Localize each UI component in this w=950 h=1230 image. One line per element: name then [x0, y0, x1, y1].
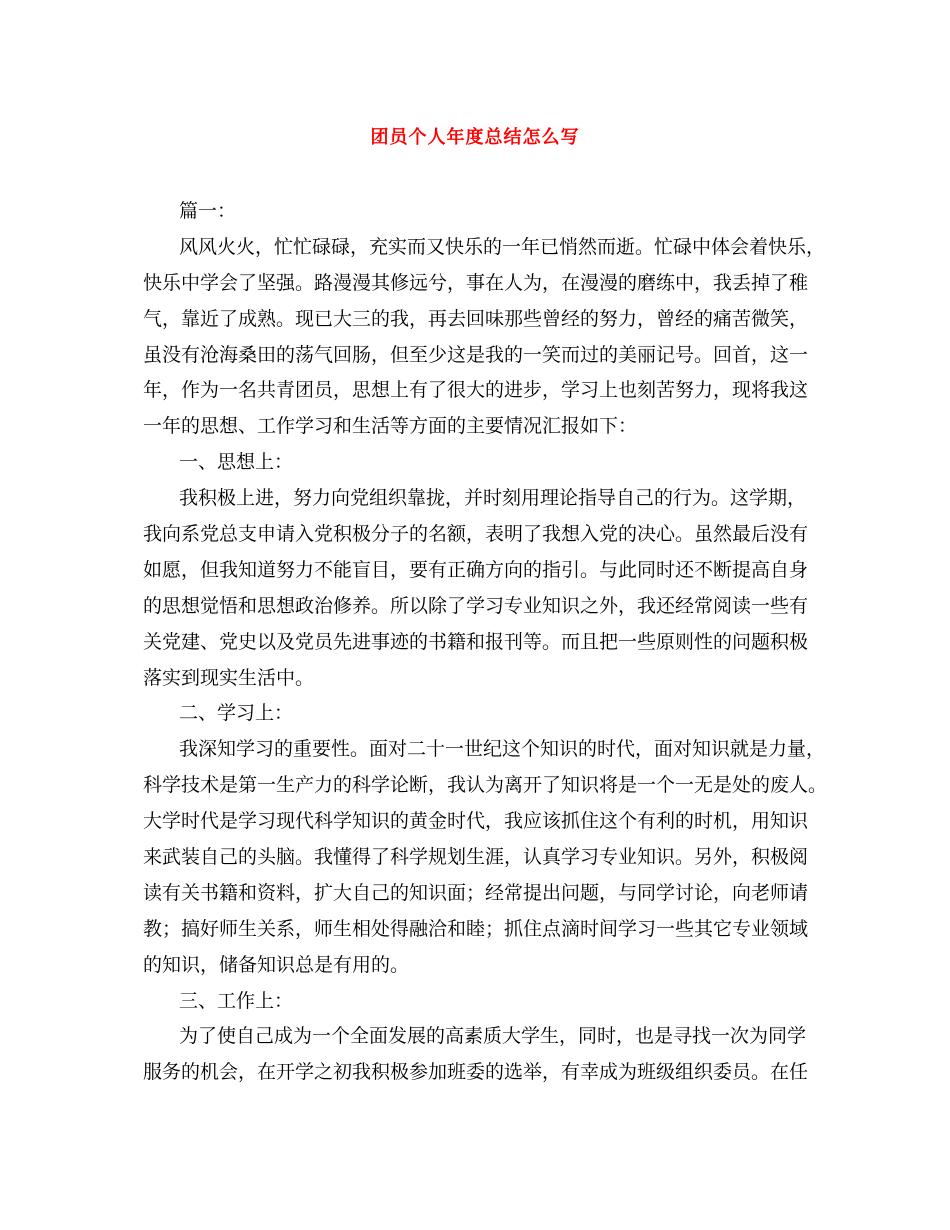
text-line: 风风火火，忙忙碌碌，充实而又快乐的一年已悄然而逝。忙碌中体会着快乐， [179, 235, 826, 258]
text-line: 快乐中学会了坚强。路漫漫其修远兮，事在人为，在漫漫的磨练中，我丢掉了稚 [143, 271, 809, 294]
text-line: 的知识，储备知识总是有用的。 [143, 953, 410, 976]
text-line: 服务的机会，在开学之初我积极参加班委的选举，有幸成为班级组织委员。在任 [143, 1061, 809, 1084]
text-line: 一、思想上： [179, 451, 294, 474]
text-line: 年，作为一名共青团员，思想上有了很大的进步，学习上也刻苦努力，现将我这 [143, 379, 809, 402]
text-line: 二、学习上： [179, 702, 294, 725]
document-body [143, 194, 828, 1091]
text-line: 来武装自己的头脑。我懂得了科学规划生涯，认真学习专业知识。另外，积极阅 [143, 846, 809, 869]
text-line: 落实到现实生活中。 [143, 666, 315, 689]
text-line: 我向系党总支申请入党积极分子的名额，表明了我想入党的决心。虽然最后没有 [143, 523, 809, 546]
text-line: 气，靠近了成熟。现已大三的我，再去回味那些曾经的努力，曾经的痛苦微笑， [143, 307, 809, 330]
text-line: 虽没有沧海桑田的荡气回肠，但至少这是我的一笑而过的美丽记号。回首，这一 [143, 343, 809, 366]
text-line: 篇一： [179, 200, 237, 222]
text-line: 我深知学习的重要性。面对二十一世纪这个知识的时代，面对知识就是力量， [179, 738, 826, 761]
text-line: 读有关书籍和资料，扩大自己的知识面；经常提出问题，与同学讨论，向老师请 [143, 881, 809, 904]
text-line: 大学时代是学习现代科学知识的黄金时代，我应该抓住这个有利的时机，用知识 [143, 810, 809, 833]
text-line: 关党建、党史以及党员先进事迹的书籍和报刊等。而且把一些原则性的问题积极 [143, 630, 809, 653]
text-line: 三、工作上： [179, 989, 294, 1012]
text-line: 为了使自己成为一个全面发展的高素质大学生，同时，也是寻找一次为同学 [179, 1025, 807, 1048]
text-line: 的思想觉悟和思想政治修养。所以除了学习专业知识之外，我还经常阅读一些有 [143, 594, 809, 617]
text-line: 科学技术是第一生产力的科学论断，我认为离开了知识将是一个一无是处的废人。 [143, 774, 828, 797]
document-title: 团员个人年度总结怎么写 [370, 127, 580, 148]
text-line: 教；搞好师生关系，师生相处得融洽和睦；抓住点滴时间学习一些其它专业领域 [143, 917, 809, 940]
text-line: 我积极上进，努力向党组织靠拢，并时刻用理论指导自己的行为。这学期， [179, 487, 807, 510]
text-line: 一年的思想、工作学习和生活等方面的主要情况汇报如下： [143, 415, 638, 438]
text-line: 如愿，但我知道努力不能盲目，要有正确方向的指引。与此同时还不断提高自身 [143, 558, 809, 581]
